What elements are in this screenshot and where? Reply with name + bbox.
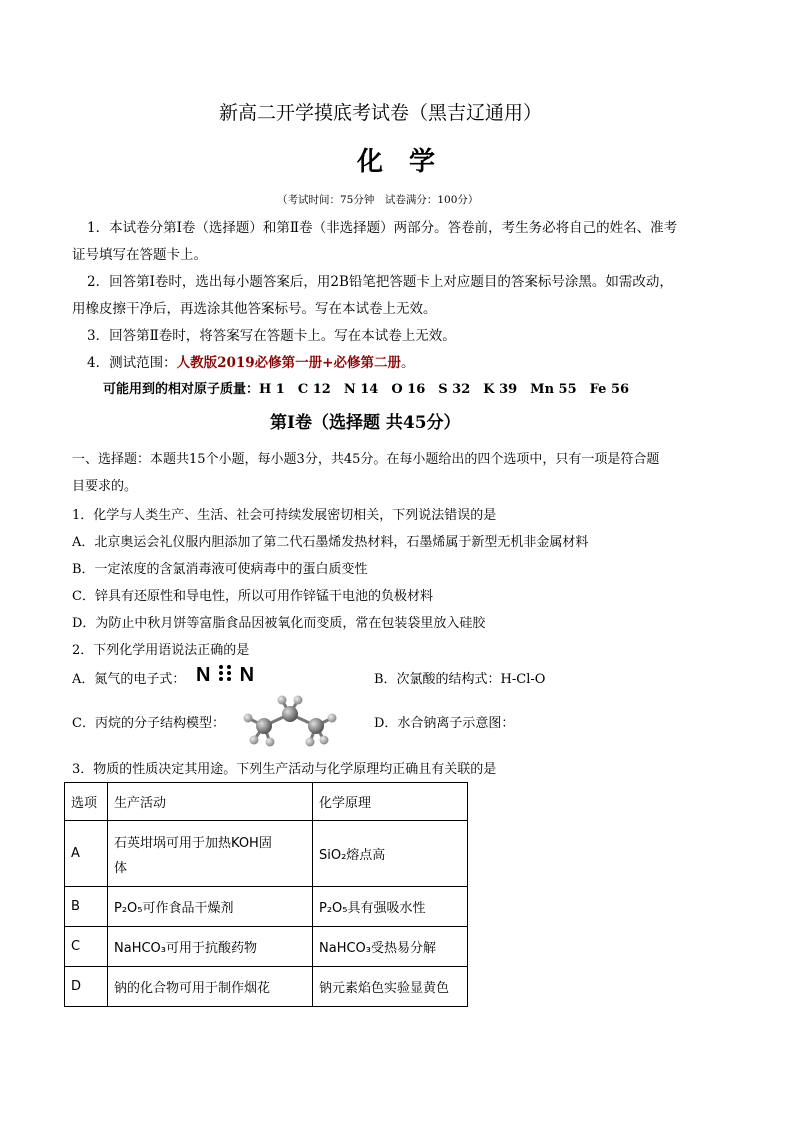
q2-option-b: B．次氯酸的结构式：H-Cl-O — [374, 672, 546, 687]
instruction-2-line1: 2．回答第Ⅰ卷时，选出每小题答案后，用2B铅笔把答题卡上对应题目的答案标号涂黑。如需改动， — [87, 274, 673, 290]
q1-option-d: D．为防止中秋月饼等富脂食品因被氧化而变质，常在包装袋里放入硅胶 — [72, 616, 486, 631]
row-b-activity: P₂O₅可作食品干燥剂 — [108, 887, 313, 927]
q1-option-c: C．锌具有还原性和导电性，所以可用作锌锰干电池的负极材料 — [72, 589, 433, 604]
q3-table — [64, 782, 468, 1007]
scope-suffix: 。 — [400, 355, 415, 371]
q2-option-c-label: C．丙烷的分子结构模型： — [72, 716, 225, 731]
instruction-3: 3．回答第Ⅱ卷时，将答案写在答题卡上。写在本试卷上无效。 — [87, 328, 456, 344]
scope-value: 人教版2019必修第一册+必修第二册 — [176, 355, 401, 371]
q1-stem: 1．化学与人类生产、生活、社会可持续发展密切相关，下列说法错误的是 — [72, 508, 497, 523]
row-a-activity-line2: 体 — [114, 860, 128, 876]
q2-stem: 2．下列化学用语说法正确的是 — [72, 643, 250, 658]
row-a-principle: SiO₂熔点高 — [313, 821, 468, 887]
q1-option-b: B．一定浓度的含氯消毒液可使病毒中的蛋白质变性 — [72, 562, 368, 577]
row-a-option: A — [65, 821, 108, 887]
header-principle: 化学原理 — [313, 783, 468, 821]
subject-title: 化学 — [357, 147, 462, 177]
row-a-activity — [108, 821, 313, 887]
exam-info: （考试时间：75分钟 试卷满分：100分） — [277, 194, 479, 206]
row-b-option: B — [65, 887, 108, 927]
exam-title: 新高二开学摸底考试卷（黑吉辽通用） — [219, 102, 543, 124]
row-c-activity: NaHCO₃可用于抗酸药物 — [108, 927, 313, 967]
instruction-2-line2: 用橡皮擦干净后，再选涂其他答案标号。写在本试卷上无效。 — [72, 301, 437, 317]
instruction-4 — [87, 351, 414, 371]
row-a-activity-line1: 石英坩埚可用于加热KOH固 — [114, 835, 272, 851]
table-row — [65, 887, 468, 927]
header-activity: 生产活动 — [108, 783, 313, 821]
row-c-option: C — [65, 927, 108, 967]
row-d-activity: 钠的化合物可用于制作烟花 — [108, 967, 313, 1007]
section1-intro-line2: 目要求的。 — [72, 479, 138, 494]
row-b-principle: P₂O₅具有强吸水性 — [313, 887, 468, 927]
n-atom-left: N — [196, 664, 211, 686]
table-header-row — [65, 783, 468, 821]
instruction-1-line1: 1．本试卷分第Ⅰ卷（选择题）和第Ⅱ卷（非选择题）两部分。答卷前，考生务必将自己的姓名、准考 — [87, 220, 678, 236]
header-option: 选项 — [65, 783, 108, 821]
row-d-option: D — [65, 967, 108, 1007]
section1-intro-line1: 一、选择题：本题共15个小题，每小题3分，共45分。在每小题给出的四个选项中，只有一项是符合题 — [72, 452, 660, 467]
q3-stem: 3．物质的性质决定其用途。下列生产活动与化学原理均正确且有关联的是 — [72, 762, 497, 777]
atomic-masses: 可能用到的相对原子质量：H 1 C 12 N 14 O 16 S 32 K 39 Mn 55 Fe 56 — [103, 382, 630, 397]
propane-ball-stick-model-icon — [232, 692, 342, 748]
q2-option-d: D．水合钠离子示意图： — [374, 716, 515, 731]
triple-bond-dots-icon — [216, 664, 234, 682]
row-c-principle: NaHCO₃受热易分解 — [313, 927, 468, 967]
n-atom-right: N — [239, 664, 255, 686]
nitrogen-electron-formula — [196, 664, 254, 687]
table-row — [65, 821, 468, 887]
scope-prefix: 4．测试范围： — [87, 355, 177, 371]
q1-option-a: A．北京奥运会礼仪服内胆添加了第二代石墨烯发热材料，石墨烯属于新型无机非金属材料 — [72, 535, 589, 550]
q2-option-a-label: A．氮气的电子式： — [72, 672, 186, 687]
section1-title: 第Ⅰ卷（选择题 共45分） — [270, 413, 461, 433]
row-d-principle: 钠元素焰色实验显黄色 — [313, 967, 468, 1007]
table-row — [65, 927, 468, 967]
instruction-1-line2: 证号填写在答题卡上。 — [72, 247, 207, 263]
table-row — [65, 967, 468, 1007]
